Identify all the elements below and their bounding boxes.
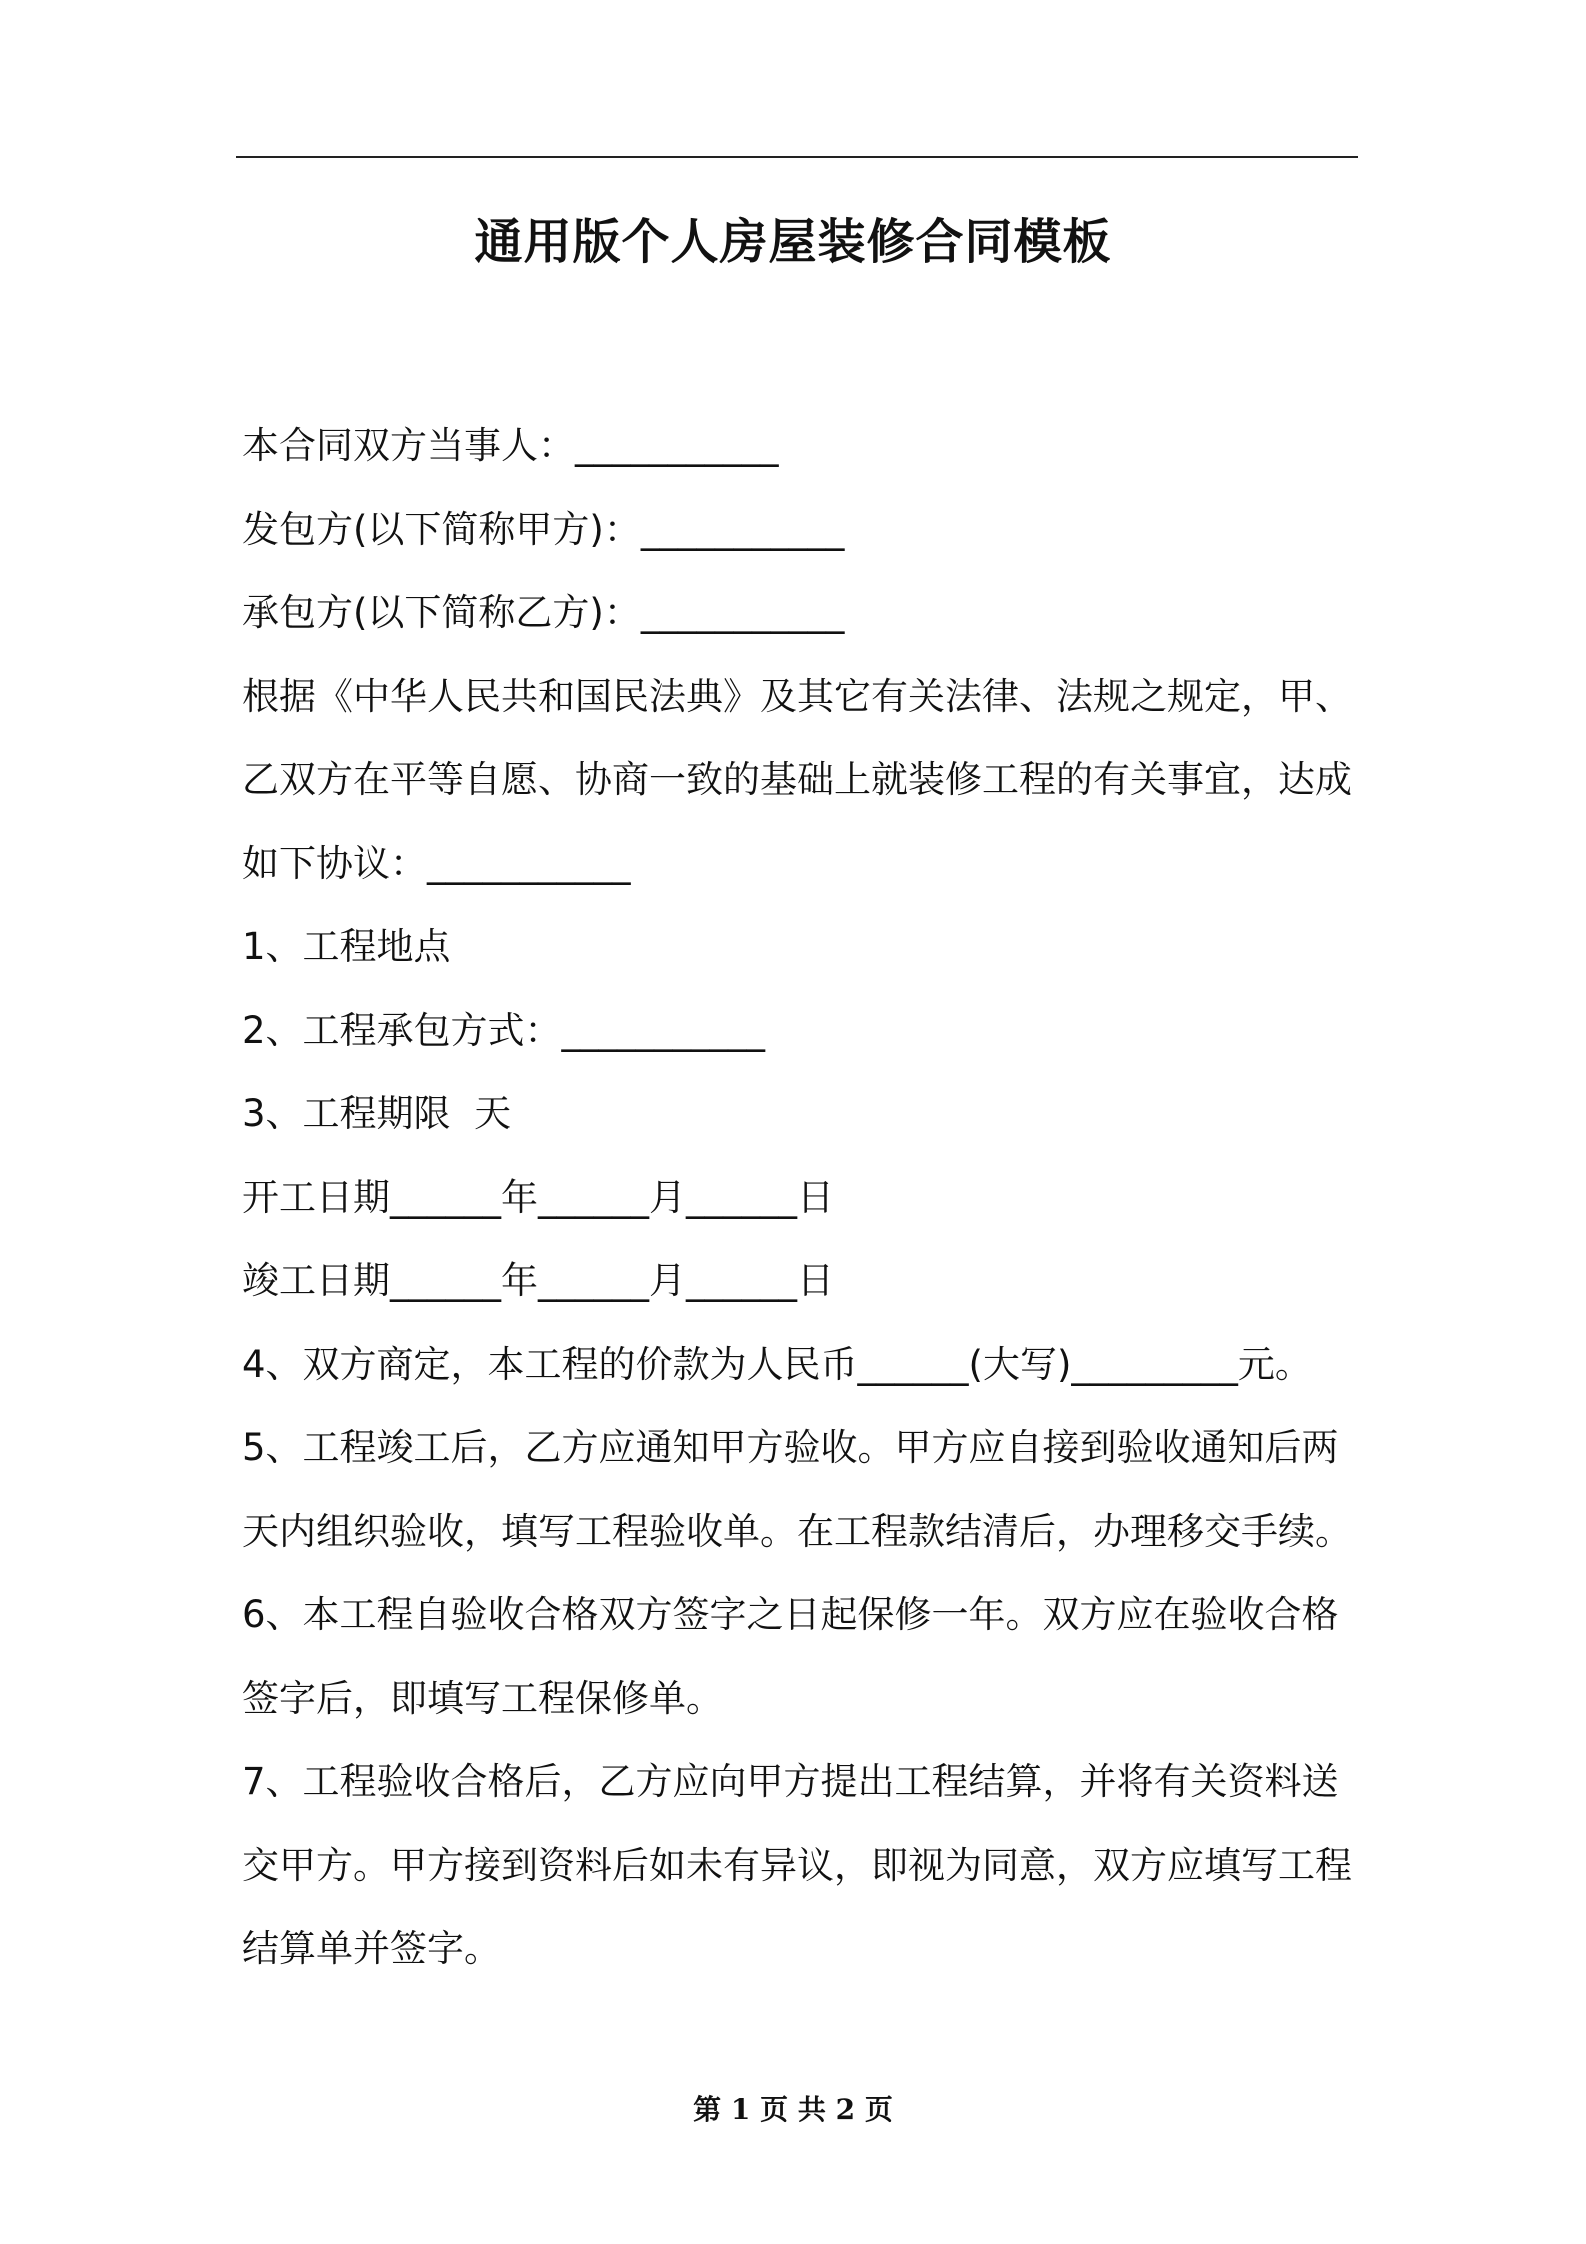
clause-6-line-2: 签字后，即填写工程保修单。 [242, 1676, 723, 1720]
clause-1-line: 1、工程地点 [242, 925, 451, 968]
clause-4-line: 4、双方商定，本工程的价款为人民币______(大写)_________元。 [242, 1342, 1312, 1386]
document-title: 通用版个人房屋装修合同模板 [474, 214, 1112, 270]
end-date-line: 竣工日期______年______月______日 [242, 1259, 834, 1302]
header-rule [236, 156, 1358, 158]
clause-7-line-3: 结算单并签字。 [242, 1927, 501, 1970]
preamble-line-1: 根据《中华人民共和国民法典》及其它有关法律、法规之规定，甲、 [242, 674, 1352, 718]
clause-6-line-1: 6、本工程自验收合格双方签字之日起保修一年。双方应在验收合格 [242, 1593, 1339, 1636]
clause-7-line-2: 交甲方。甲方接到资料后如未有异议，即视为同意，双方应填写工程 [242, 1843, 1352, 1887]
page-number: 第 1 页 共 2 页 [693, 2093, 893, 2126]
preamble-line-2: 乙双方在平等自愿、协商一致的基础上就装修工程的有关事宜，达成 [242, 758, 1352, 801]
clause-5-line-2: 天内组织验收，填写工程验收单。在工程款结清后，办理移交手续。 [242, 1509, 1352, 1553]
clause-5-line-1: 5、工程竣工后，乙方应通知甲方验收。甲方应自接到验收通知后两 [242, 1426, 1339, 1469]
party-line: 本合同双方当事人：___________ [242, 424, 779, 467]
preamble-line-3: 如下协议：___________ [242, 841, 631, 885]
party-a-line: 发包方(以下简称甲方)：___________ [242, 507, 845, 551]
party-b-line: 承包方(以下简称乙方)：___________ [242, 591, 845, 634]
clause-3-line: 3、工程期限 天 [242, 1092, 512, 1135]
clause-7-line-1: 7、工程验收合格后，乙方应向甲方提出工程结算，并将有关资料送 [242, 1760, 1339, 1803]
document-body [242, 404, 1362, 1991]
start-date-line: 开工日期______年______月______日 [242, 1175, 834, 1219]
clause-2-line: 2、工程承包方式：___________ [242, 1008, 766, 1052]
